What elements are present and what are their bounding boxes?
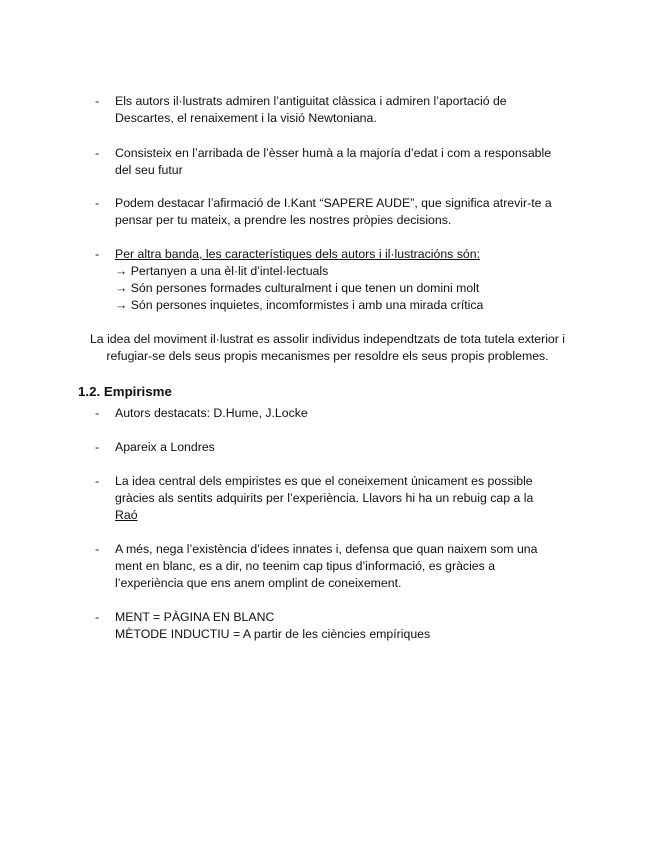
bullet-london [95,439,585,456]
bullet-dash: - [95,474,100,488]
bullet-line: MÈTODE INDUCTIU = A partir de les ciències empíriques [115,627,431,641]
bullet-line: Consisteix en l’arribada de l’èsser humà a la majoría d’edat i com a responsable [115,146,552,160]
bullet-dash: - [95,440,100,454]
arrow-line: → Pertanyen a una èl·lit d’intel·lectuals [115,264,329,278]
bullet-dash: - [95,610,100,624]
bullet-line: ment en blanc, es a dir, no teenim cap tipus d’informació, es gràcies a [115,559,496,573]
bullet-sapere-aude [95,195,585,229]
bullet-dash: - [95,406,100,420]
bullet-line: Autors destacats: D.Hume, J.Locke [115,406,308,420]
bullet-line: Descartes, el renaixement i la visió Newtoniana. [115,111,377,125]
bullet-line: La idea central dels empiristes es que el coneixement únicament es possible [115,474,533,488]
bullet-authors [95,405,585,422]
bullet-line: l’experiència que ens anem omplint de coneixement. [115,576,402,590]
illustrated-movement-paragraph [70,331,585,365]
bullet-central-idea [95,473,585,524]
bullet-dash: - [95,196,100,210]
bullet-adulthood [95,145,585,179]
bullet-line: MENT = PÀGINA EN BLANC [115,610,275,624]
bullet-line: pensar per tu mateix, a prendre les nostres pròpies decisions. [115,213,452,227]
reason-word: Raó [115,508,138,522]
bullet-dash: - [95,542,100,556]
bullet-line: del seu futur [115,163,183,177]
bullet-blank-page [95,609,585,643]
bullet-innate-ideas [95,541,585,592]
bullet-line: A més, nega l’existència d’idees innates i, defensa que quan naixem som una [115,542,538,556]
bullet-line: Els autors il·lustrats admiren l’antiguitat clàssica i admiren l’aportació de [115,94,507,108]
arrow-line: → Són persones inquietes, incomformistes i amb una mirada crítica [115,298,484,312]
bullet-characteristics [95,246,585,314]
arrow-line: → Són persones formades culturalment i que tenen un domini molt [115,281,480,295]
bullet-line: Apareix a Londres [115,440,215,454]
bullet-line: gràcies als sentits adquirits per l’experiència. Llavors hi ha un rebuig cap a la [115,491,534,505]
section-heading: 1.2. Empirisme [78,384,172,399]
bullet-line: Podem destacar l’afirmació de I.Kant “SAPERE AUDE”, que significa atrevir-te a [115,196,552,210]
paragraph-line: refugiar-se dels seus propis mecanismes per resoldre els seus propis problemes. [106,349,549,363]
bullet-admiration [95,93,585,127]
characteristics-heading: Per altra banda, les característiques dels autors i il·lustracións són: [115,247,480,261]
bullet-dash: - [95,146,100,160]
bullet-dash: - [95,94,100,108]
paragraph-line: La idea del moviment il·lustrat es assolir individus independtzats de tota tutela exterior i [89,332,566,346]
bullet-dash: - [95,247,100,261]
